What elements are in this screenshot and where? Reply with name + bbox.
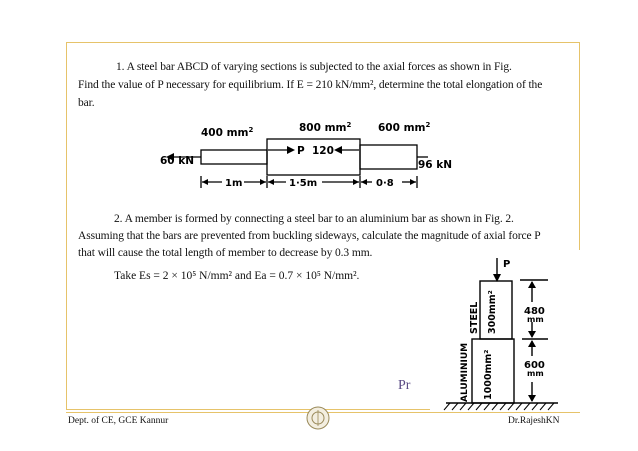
aluminium-length-value: 600 <box>524 360 545 371</box>
problem-1-line-1: 1. A steel bar ABCD of varying sections is subjected to the axial forces as shown in Fig. <box>116 61 512 73</box>
steel-label: STEEL <box>469 301 480 334</box>
problem-1-line-2: Find the value of P necessary for equilibrium. If E = 210 kN/mm², determine the total elongation of the <box>78 79 543 91</box>
area-bc-label: 800 $mm^2$ <box>299 121 352 134</box>
overlay-text: Pr <box>398 378 411 393</box>
aluminium-area-label: 1000mm² <box>483 349 494 400</box>
material-constants: Take Es = 2 × 10⁵ N/mm² and Ea = 0.7 × 10⁵ N/mm². <box>114 270 360 282</box>
steel-length-value: 480 <box>524 306 545 317</box>
force-left-label: 60 kN <box>160 155 195 167</box>
problem-1-line-3: bar. <box>78 97 95 109</box>
aluminium-length-unit: mm <box>527 369 544 378</box>
college-emblem-icon <box>305 405 331 431</box>
steel-area-label: 300mm² <box>487 290 498 334</box>
problem-2-line-1: 2. A member is formed by connecting a steel bar to an aluminium bar as shown in Fig. 2. <box>114 213 514 225</box>
load-p-label: P <box>503 259 511 270</box>
aluminium-label: ALUMINIUM <box>460 342 470 402</box>
length-ab-label: 1m <box>225 178 243 189</box>
force-right-label: 96 kN <box>418 159 453 171</box>
area-ab-label: 400 $mm^2$ <box>201 126 254 139</box>
area-cd-label: 600 $mm^2$ <box>378 121 431 134</box>
force-120-label: 120 <box>312 145 334 157</box>
length-bc-label: 1·5m <box>289 178 318 189</box>
footer-author: Dr.RajeshKN <box>508 416 560 426</box>
problem-2-line-3: that will cause the total length of member to decrease by 0.3 mm. <box>78 247 373 259</box>
footer-department: Dept. of CE, GCE Kannur <box>68 416 169 426</box>
problem-2-line-2: Assuming that the bars are prevented from buckling sideways, calculate the magnitude of axial force P <box>78 230 541 242</box>
length-cd-label: 0·8 <box>376 178 394 189</box>
force-p-label: P <box>297 145 305 157</box>
steel-length-unit: mm <box>527 315 544 324</box>
